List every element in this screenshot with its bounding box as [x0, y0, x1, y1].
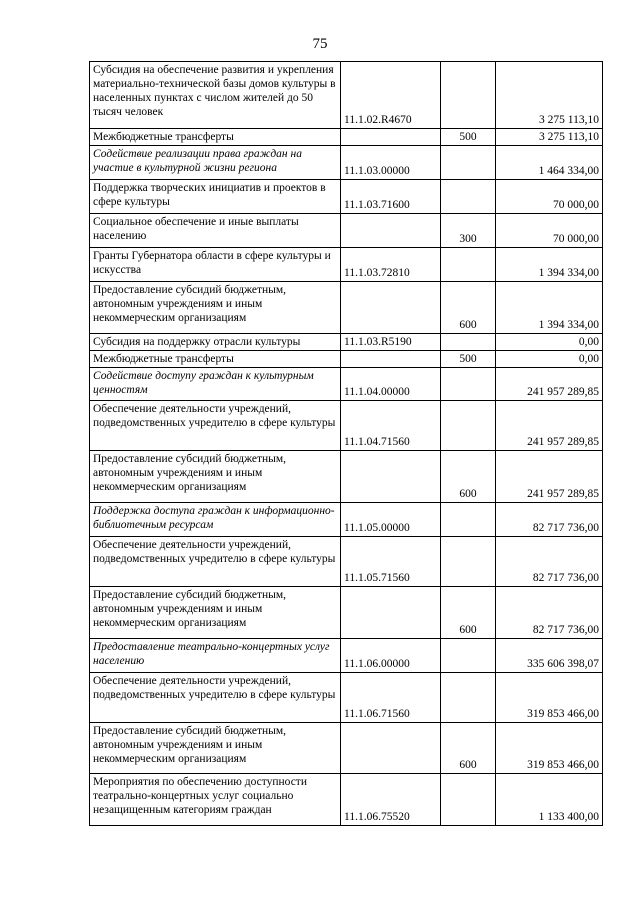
table-row	[90, 503, 603, 537]
row-amount-cell: 0,00	[496, 334, 603, 351]
table-row	[90, 62, 603, 129]
row-expense-type-cell	[441, 673, 496, 723]
row-amount-cell: 1 464 334,00	[496, 146, 603, 180]
row-code-cell: 11.1.03.71600	[341, 180, 441, 214]
row-code-cell: 11.1.05.71560	[341, 537, 441, 587]
row-expense-type-cell	[441, 401, 496, 451]
row-name-cell: Содействие доступу граждан к культурным ценностям	[90, 368, 341, 401]
table-row	[90, 401, 603, 451]
row-expense-type-cell: 300	[441, 214, 496, 248]
table-row	[90, 673, 603, 723]
row-name-cell: Предоставление субсидий бюджетным, автономным учреждениям и иным некоммерческим организациям	[90, 723, 341, 774]
row-code-cell: 11.1.03.00000	[341, 146, 441, 180]
row-code-cell: 11.1.03.R5190	[341, 334, 441, 351]
row-name-cell: Поддержка творческих инициатив и проектов в сфере культуры	[90, 180, 341, 214]
row-code-cell: 11.1.06.71560	[341, 673, 441, 723]
row-amount-cell: 70 000,00	[496, 214, 603, 248]
row-code-cell: 11.1.05.00000	[341, 503, 441, 537]
row-amount-cell: 3 275 113,10	[496, 129, 603, 146]
row-code-cell	[341, 723, 441, 774]
row-expense-type-cell: 600	[441, 723, 496, 774]
page-number: 75	[312, 36, 328, 52]
row-name-cell: Межбюджетные трансферты	[90, 351, 341, 368]
table-row	[90, 774, 603, 826]
row-amount-cell: 82 717 736,00	[496, 537, 603, 587]
row-expense-type-cell	[441, 334, 496, 351]
row-name-cell: Межбюджетные трансферты	[90, 129, 341, 146]
row-expense-type-cell	[441, 180, 496, 214]
row-amount-cell: 3 275 113,10	[496, 62, 603, 129]
row-amount-cell: 319 853 466,00	[496, 723, 603, 774]
table-row	[90, 334, 603, 351]
row-name-cell: Обеспечение деятельности учреждений, подведомственных учредителю в сфере культуры	[90, 537, 341, 587]
row-expense-type-cell	[441, 774, 496, 826]
row-amount-cell: 335 606 398,07	[496, 639, 603, 673]
row-expense-type-cell: 600	[441, 451, 496, 503]
row-name-cell: Обеспечение деятельности учреждений, подведомственных учредителю в сфере культуры	[90, 401, 341, 451]
row-name-cell: Предоставление субсидий бюджетным, автономным учреждениям и иным некоммерческим организациям	[90, 282, 341, 334]
row-name-cell: Предоставление субсидий бюджетным, автономным учреждениям и иным некоммерческим организациям	[90, 451, 341, 503]
row-amount-cell: 70 000,00	[496, 180, 603, 214]
budget-table	[89, 61, 603, 826]
budget-table-body	[90, 62, 603, 826]
row-expense-type-cell: 600	[441, 282, 496, 334]
row-amount-cell: 82 717 736,00	[496, 587, 603, 639]
row-expense-type-cell	[441, 503, 496, 537]
row-expense-type-cell: 500	[441, 129, 496, 146]
table-row	[90, 129, 603, 146]
row-expense-type-cell	[441, 62, 496, 129]
row-code-cell: 11.1.06.00000	[341, 639, 441, 673]
row-name-cell: Гранты Губернатора области в сфере культуры и искусства	[90, 248, 341, 282]
row-expense-type-cell	[441, 368, 496, 401]
row-expense-type-cell	[441, 639, 496, 673]
row-name-cell: Социальное обеспечение и иные выплаты населению	[90, 214, 341, 248]
row-code-cell	[341, 351, 441, 368]
row-amount-cell: 241 957 289,85	[496, 401, 603, 451]
row-amount-cell: 0,00	[496, 351, 603, 368]
row-amount-cell: 1 394 334,00	[496, 248, 603, 282]
row-code-cell	[341, 214, 441, 248]
table-row	[90, 537, 603, 587]
row-expense-type-cell	[441, 146, 496, 180]
table-row	[90, 451, 603, 503]
row-name-cell: Содействие реализации права граждан на участие в культурной жизни региона	[90, 146, 341, 180]
table-row	[90, 146, 603, 180]
table-row	[90, 368, 603, 401]
table-row	[90, 282, 603, 334]
row-code-cell	[341, 282, 441, 334]
row-code-cell	[341, 451, 441, 503]
row-name-cell: Поддержка доступа граждан к информационно-библиотечным ресурсам	[90, 503, 341, 537]
table-row	[90, 639, 603, 673]
table-row	[90, 214, 603, 248]
row-name-cell: Обеспечение деятельности учреждений, подведомственных учредителю в сфере культуры	[90, 673, 341, 723]
row-expense-type-cell	[441, 537, 496, 587]
row-name-cell: Предоставление театрально-концертных услуг населению	[90, 639, 341, 673]
row-amount-cell: 1 394 334,00	[496, 282, 603, 334]
row-expense-type-cell: 500	[441, 351, 496, 368]
row-name-cell: Субсидия на обеспечение развития и укрепления материально-технической базы домов культуры в населенных пунктах с числом жителей до 50 тысяч человек	[90, 62, 341, 129]
row-amount-cell: 319 853 466,00	[496, 673, 603, 723]
row-code-cell: 11.1.04.71560	[341, 401, 441, 451]
row-code-cell: 11.1.03.72810	[341, 248, 441, 282]
row-expense-type-cell: 600	[441, 587, 496, 639]
row-code-cell	[341, 587, 441, 639]
row-amount-cell: 82 717 736,00	[496, 503, 603, 537]
table-row	[90, 587, 603, 639]
row-code-cell: 11.1.02.R4670	[341, 62, 441, 129]
row-amount-cell: 241 957 289,85	[496, 368, 603, 401]
row-name-cell: Мероприятия по обеспечению доступности театрально-концертных услуг социально незащищенным категориям граждан	[90, 774, 341, 826]
table-row	[90, 351, 603, 368]
table-row	[90, 723, 603, 774]
row-code-cell: 11.1.04.00000	[341, 368, 441, 401]
row-code-cell: 11.1.06.75520	[341, 774, 441, 826]
row-expense-type-cell	[441, 248, 496, 282]
row-name-cell: Субсидия на поддержку отрасли культуры	[90, 334, 341, 351]
row-amount-cell: 241 957 289,85	[496, 451, 603, 503]
row-code-cell	[341, 129, 441, 146]
table-row	[90, 180, 603, 214]
table-row	[90, 248, 603, 282]
row-name-cell: Предоставление субсидий бюджетным, автономным учреждениям и иным некоммерческим организациям	[90, 587, 341, 639]
row-amount-cell: 1 133 400,00	[496, 774, 603, 826]
